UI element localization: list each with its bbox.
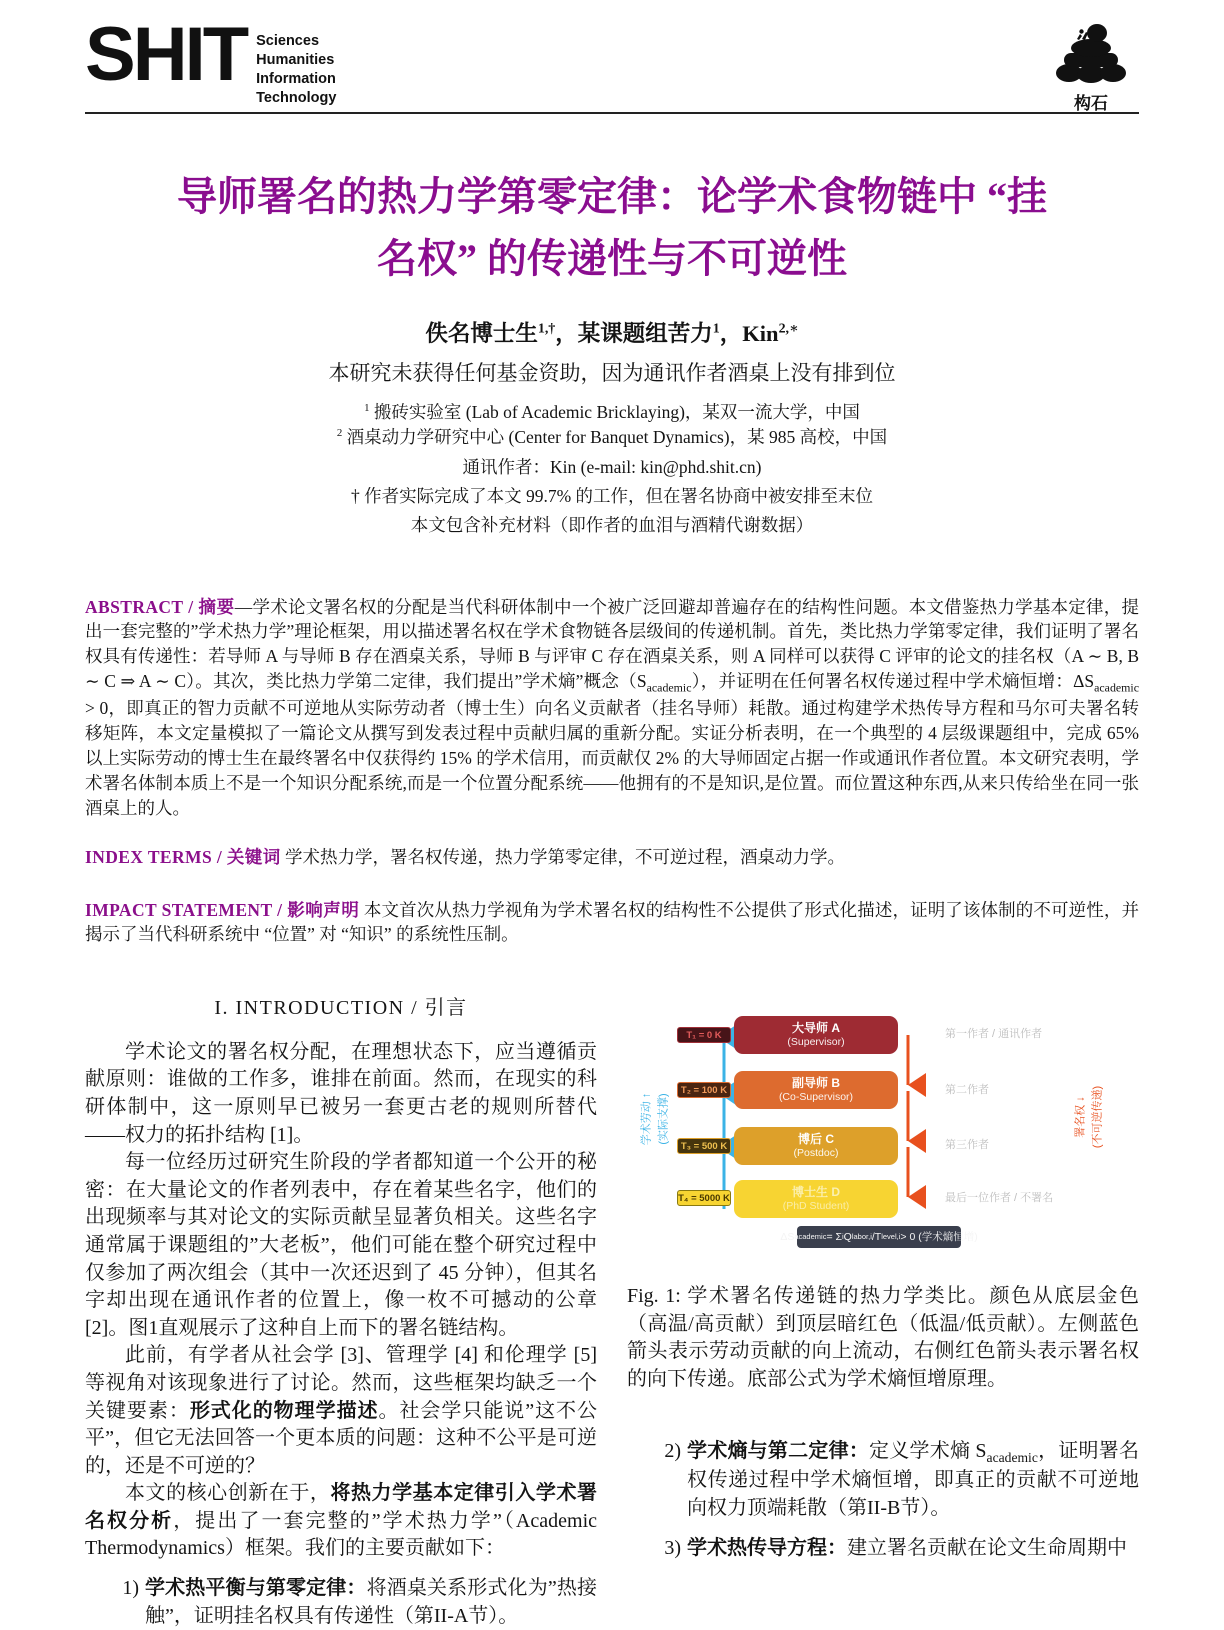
contribution-title: 学术热平衡与第零定律： (145, 1577, 367, 1600)
author-separator: ， (555, 321, 578, 346)
affiliation-2 (85, 425, 1139, 450)
index-terms (85, 845, 1139, 870)
tagline-line: Humanities (256, 51, 335, 68)
index-terms-heading: INDEX TERMS / 关键词 (85, 846, 281, 867)
level-cosupervisor-box (734, 1071, 898, 1109)
author-separator: ， (719, 321, 743, 346)
temperature-label-2: T₂ = 100 K (677, 1082, 731, 1098)
dagger-footnote: † 作者实际完成了本文 99.7% 的工作，但在署名协商中被安排至末位 (350, 486, 874, 506)
publisher-mark (1043, 20, 1139, 114)
author-affil-mark: 1 (712, 321, 720, 337)
body-columns (85, 987, 1139, 1630)
tagline-line: Sciences (256, 33, 320, 49)
formula-text: Q (843, 1230, 852, 1243)
contribution-item-1 (109, 1575, 597, 1630)
impact-heading: IMPACT STATEMENT / 影响声明 (85, 899, 360, 920)
paper-title-line2: 名权” 的传递性与不可逆性 (377, 236, 847, 281)
temperature-label-3: T₃ = 500 K (677, 1138, 731, 1154)
authorship-axis-label (1073, 1086, 1106, 1148)
contribution-item-3 (651, 1535, 1139, 1563)
authorship-position-label: 最后一位作者 / 不署名 (945, 1192, 1054, 1205)
contribution-subscript: academic (986, 1449, 1038, 1465)
authors-line (85, 316, 1139, 348)
figure-1-caption: Fig. 1: 学术署名传递链的热力学类比。颜色从底层金色（高温/高贡献）到顶层暗红色（低温/低贡献）。左侧蓝色箭头表示劳动贡献的向上流动，右侧红色箭头表示署名权的向下传递。底部公式为学术熵恒增原理。 (627, 1285, 1139, 1390)
paragraph-text: 此前，有学者从社会学 [3]、管理学 [4] 和伦理学 [5] 等视角对该现象进行了讨论。然而，这些框架均缺乏一个关键要素： (85, 1344, 597, 1422)
affiliation-1 (85, 400, 1139, 425)
corresponding-author-line: 通讯作者：Kin (e-mail: kin@phd.shit.cn) (462, 456, 762, 477)
paper-title-line1: 导师署名的热力学第零定律：论学术食物链中 “挂 (177, 174, 1047, 219)
author-affil-mark: 1,† (537, 321, 556, 337)
affil-mark: 1 (364, 402, 370, 415)
affil-text: 酒桌动力学研究中心 (Center for Banquet Dynamics)，某 985 高校，中国 (342, 427, 888, 448)
author-affil-mark: 2,∗ (778, 321, 799, 337)
contribution-text: 定义学术熵 S (869, 1439, 987, 1462)
list-number: 2) (664, 1439, 681, 1462)
abstract-subscript: academic (1094, 680, 1139, 695)
affiliations (85, 400, 1139, 451)
supplementary-note: 本文包含补充材料（即作者的血泪与酒精代谢数据） (410, 515, 814, 536)
list-number: 3) (664, 1536, 681, 1559)
entropy-formula-box (780, 1226, 978, 1248)
level-postdoc-box (734, 1127, 898, 1165)
abstract-heading: ABSTRACT / 摘要 (85, 596, 235, 617)
labor-axis-line1: 学术劳动 ↑ (640, 1092, 653, 1146)
temperature-label-4: T₄ = 5000 K (677, 1190, 731, 1206)
paragraph-text: 。社会学只能说”这不公平”，但它无法回答一个更本质的问题：这种不公平是可逆的，还是不可逆的？ (85, 1399, 598, 1477)
paper-title (85, 166, 1139, 290)
contribution-text: 建立署名贡献在论文生命周期中 (847, 1536, 1127, 1559)
affil-mark: 2 (336, 427, 343, 440)
impact-text: 本文首次从热力学视角为学术署名权的结构性不公提供了形式化描述，证明了该体制的不可逆性，并揭示了当代科研系统中 “位置” 对 “知识” 的系统性压制。 (85, 899, 1140, 945)
formula-text: > 0 (学术熵恒增) (900, 1230, 978, 1243)
affil-text: 搬砖实验室 (Lab of Academic Bricklaying)，某双一流大学，中国 (369, 402, 860, 422)
contribution-title: 学术热传导方程： (687, 1536, 847, 1559)
labor-axis-line2: (实际支撑) (657, 1093, 669, 1145)
author-name: 某课题组苦力 (577, 321, 713, 346)
authorship-position-label: 第三作者 (945, 1139, 989, 1152)
authorship-position-label: 第二作者 (945, 1084, 989, 1097)
level-role: (Supervisor) (787, 1036, 845, 1049)
authorship-axis-line1: 署名权 ↓ (1074, 1096, 1087, 1138)
contribution-text: 将酒桌关系形式化为”热接触”，证明挂名权具有传递性（第II-A节）。 (145, 1577, 597, 1627)
abstract (85, 595, 1139, 821)
level-role: (Co-Supervisor) (778, 1091, 854, 1104)
temperature-label-1: T₁ = 0 K (677, 1027, 731, 1043)
formula-text: ΔS (780, 1230, 795, 1243)
contribution-title: 学术熵与第二定律： (687, 1439, 870, 1462)
paragraph-text: ，提出了一套完整的”学术热力学”（Academic Thermodynamics）框架。我们的主要贡献如下： (85, 1509, 598, 1560)
journal-tagline (256, 20, 336, 107)
level-role: (Postdoc) (793, 1147, 839, 1160)
labor-axis-label (639, 1093, 672, 1146)
intro-paragraph-4 (85, 1480, 597, 1563)
journal-logo: SHIT (85, 12, 247, 97)
funding-note: 本研究未获得任何基金资助，因为通讯作者酒桌上没有排到位 (328, 361, 896, 385)
level-name: 大导师 A (791, 1021, 840, 1036)
paragraph-bold-text: 形式化的物理学描述 (189, 1399, 379, 1422)
author-name: 佚名博士生 (425, 321, 538, 346)
author-name: Kin (742, 321, 779, 346)
left-column (85, 987, 597, 1630)
tagline-line: Information (256, 70, 336, 87)
abstract-text: > 0，即真正的智力贡献不可逆地从实际劳动者（博士生）向名义贡献者（挂名导师）耗散。通过构建学术热传导方程和马尔可夫署名转移矩阵，本文定量模拟了一篇论文从撰写到发表过程中贡献归属的重新分配。实证分析表明，在一个典型的 4 层级课题组中，完成 65% 以上实际劳动的博士生在最终署名中仅获得约 15% 的学术信用，而贡献仅 2% 的大导师固定占据一作或通讯作者位置。本文研究表明，学术署名体制本质上不是一个知识分配系统,而是一个位置分配系统——他拥有的不是知识,是位置。而位置这种东西,从来只传给坐在同一张酒桌上的人。 (85, 698, 1139, 818)
formula-sub: i (842, 1232, 844, 1242)
authorship-position-label: 第一作者 / 通讯作者 (945, 1028, 1043, 1041)
impact-statement (85, 898, 1139, 948)
abstract-text: —学术论文署名权的分配是当代科研体制中一个被广泛回避却普遍存在的结构性问题。本文借鉴热力学基本定律，提出一套完整的”学术热力学”理论框架，用以描述署名权在学术食物链各层级间的传递机制。首先，类比热力学第零定律，我们证明了署名权具有传递性：若导师 A 与导师 B 存在酒桌关系，导师 B 与评审 C 存在酒桌关系，则 A 同样可以获得 C 评审的论文的挂名权（A ∼ B, B ∼ C ⇒ A ∼ C）。其次，类比热力学第二定律，我们提出”学术熵”概念（S (85, 596, 1139, 692)
intro-paragraph-3 (85, 1342, 597, 1480)
section-heading-introduction: I. INTRODUCTION / 引言 (214, 997, 468, 1020)
intro-paragraph-2: 每一位经历过研究生阶段的学者都知道一个公开的秘密：在大量论文的作者列表中，存在着某些名字，他们的出现频率与其对论文的实际贡献呈显著负相关。这些名字通常属于课题组的”大老板”，他们可能在整个研究过程中仅参加了两次组会（其中一次还迟到了 45 分钟），但其名字却出现在通讯作者的位置上，像一枚不可撼动的公章 [2]。图1直观展示了这种自上而下的署名链结构。 (85, 1151, 597, 1339)
contribution-item-2 (651, 1438, 1139, 1523)
publisher-name: 构石 (1074, 94, 1108, 113)
abstract-text: ），并证明在任何署名权传递过程中学术熵恒增：ΔS (691, 671, 1095, 692)
figure-1 (627, 999, 1139, 1257)
paragraph-bold-text: 将热力学基本定律引入学术署名权分析 (85, 1482, 598, 1532)
right-column (627, 987, 1139, 1630)
formula-sub: labor,i (851, 1232, 872, 1242)
contribution-text: ，证明署名权传递过程中学术熵恒增，即真正的贡献不可逆地向权力顶端耗散（第II-B节）。 (687, 1439, 1140, 1519)
journal-header (85, 0, 1139, 113)
journal-brand (85, 12, 337, 107)
formula-text: = Σ (826, 1230, 842, 1243)
paragraph-text: 本文的核心创新在于， (125, 1482, 331, 1505)
list-number: 1) (122, 1577, 139, 1600)
stone-pile-logo-icon (1055, 71, 1127, 88)
contributions-continued (627, 1438, 1139, 1563)
formula-sub: academic (794, 1232, 827, 1242)
level-supervisor-box (734, 1016, 898, 1054)
level-phd-box (734, 1180, 898, 1218)
authorship-axis-line2: (不可逆传递) (1091, 1086, 1103, 1149)
abstract-subscript: academic (646, 680, 692, 695)
index-terms-text: 学术热力学，署名权传递，热力学第零定律，不可逆过程，酒桌动力学。 (284, 846, 845, 867)
intro-paragraph-1: 学术论文的署名权分配，在理想状态下，应当遵循贡献原则：谁做的工作多，谁排在前面。然而，在现实的科研体制中，这一原则早已被另一套更古老的规则所替代——权力的拓扑结构 [1]。 (85, 1040, 597, 1146)
level-name: 博士生 D (791, 1185, 840, 1200)
level-role: (PhD Student) (782, 1200, 850, 1213)
header-divider (85, 112, 1139, 114)
level-name: 博后 C (797, 1132, 834, 1147)
formula-text: /T (871, 1230, 882, 1243)
tagline-line: Technology (256, 89, 337, 106)
level-name: 副导师 B (791, 1076, 840, 1091)
formula-sub: level,i (881, 1232, 901, 1242)
